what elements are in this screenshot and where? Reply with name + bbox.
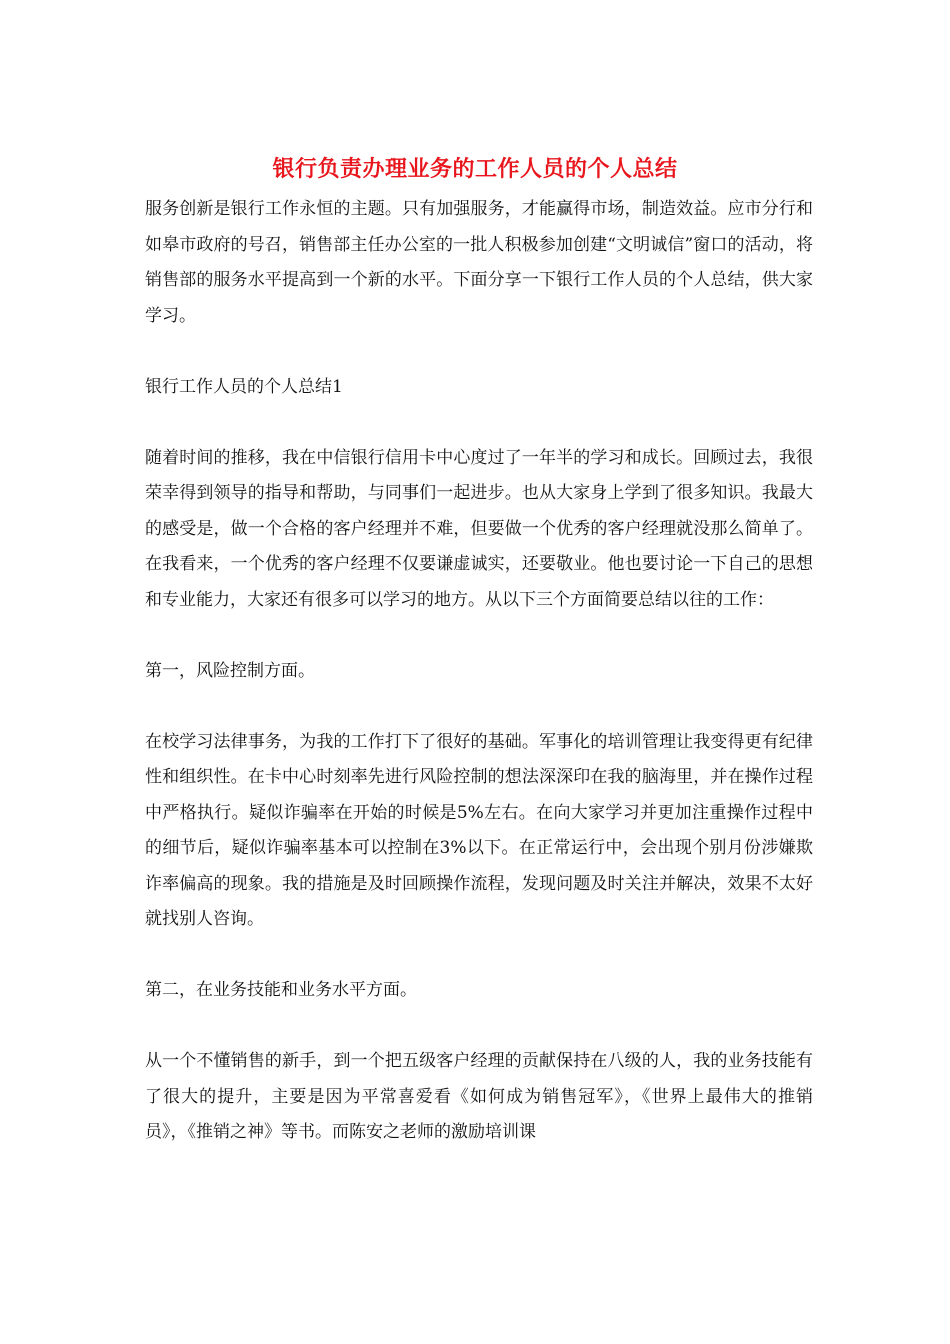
paragraph-overview: 随着时间的推移，我在中信银行信用卡中心度过了一年半的学习和成长。回顾过去，我很荣幸得到领导的指导和帮助，与同事们一起进步。也从大家身上学到了很多知识。我最大的感受是，做一个合格的客户经理并不难，但要做一个优秀的客户经理就没那么简单了。在我看来，一个优秀的客户经理不仅要谦虚诚实，还要敬业。他也要讨论一下自己的思想和专业能力，大家还有很多可以学习的地方。从以下三个方面简要总结以往的工作： [145,447,813,610]
paragraph-risk-control: 在校学习法律事务，为我的工作打下了很好的基础。军事化的培训管理让我变得更有纪律性和组织性。在卡中心时刻率先进行风险控制的想法深深印在我的脑海里，并在操作过程中严格执行。疑似诈骗率在开始的时候是5%左右。在向大家学习并更加注重操作过程中的细节后，疑似诈骗率基本可以控制在3%以下。在正常运行中，会出现个别月份涉嫌欺诈率偏高的现象。我的措施是及时回顾操作流程，发现问题及时关注并解决，效果不太好就找别人咨询。 [145,731,813,929]
document-body [145,192,813,1151]
document-title: 银行负责办理业务的工作人员的个人总结 [272,157,678,182]
paragraph-intro: 服务创新是银行工作永恒的主题。只有加强服务，才能赢得市场，制造效益。应市分行和如皋市政府的号召，销售部主任办公室的一批人积极参加创建“文明诚信”窗口的活动，将销售部的服务水平提高到一个新的水平。下面分享一下银行工作人员的个人总结，供大家学习。 [145,199,813,326]
section-heading-1: 银行工作人员的个人总结1 [145,376,343,397]
point-heading-business-skills: 第二，在业务技能和业务水平方面。 [145,980,417,1000]
point-heading-risk-control: 第一，风险控制方面。 [145,660,315,681]
paragraph-business-skills: 从一个不懂销售的新手，到一个把五级客户经理的贡献保持在八级的人，我的业务技能有了很大的提升，主要是因为平常喜爱看《如何成为销售冠军》，《世界上最伟大的推销员》，《推销之神》等书。而陈安之老师的激励培训课 [145,1051,813,1142]
